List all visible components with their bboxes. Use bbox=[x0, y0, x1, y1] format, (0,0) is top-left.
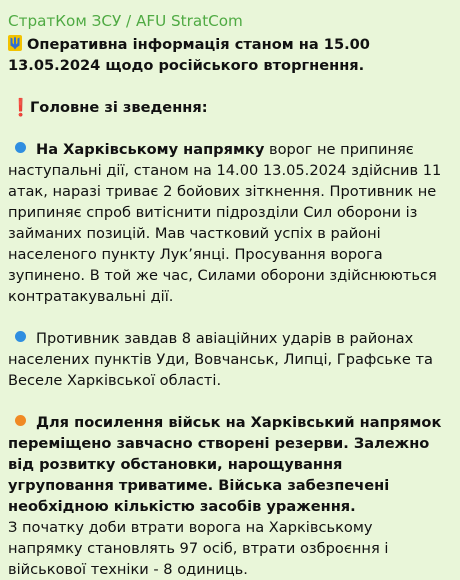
headline bbox=[8, 34, 450, 76]
summary-heading-text: Головне зі зведення: bbox=[30, 99, 208, 116]
paragraph-3-bold: Для посилення військ на Харківський напрямок переміщено завчасно створені резерви. Залежно від розвитку обстановки, нарощування угруповання триватиме. Війська забезпечені необхідною кількістю засобів ураження. bbox=[8, 414, 442, 515]
red-exclamation-icon: ❗ bbox=[10, 98, 32, 118]
paragraph-1-text: ворог не припиняє наступальні дії, станом на 14.00 13.05.2024 здійснив 11 атак, наразі триває 2 бойових зіткнення. Противник не припиняє спроб витіснити підрозділи Сил оборони із займаних позицій. Мав частковий успіх в районі населеного пункту Лук’янці. Просування ворога зупинено. В той же час, Силами оборони здійснюються контратакувальні дії. bbox=[8, 141, 442, 305]
paragraph-air-strikes bbox=[8, 328, 450, 391]
paragraph-2-text: Противник завдав 8 авіаційних ударів в районах населених пунктів Уди, Вовчанськ, Липці, Графське та Веселе Харківської області. bbox=[8, 330, 433, 389]
blue-circle-icon bbox=[15, 142, 26, 153]
summary-heading bbox=[8, 97, 450, 118]
channel-name-link[interactable]: СтратКом ЗСУ / AFU StratCom bbox=[8, 12, 243, 30]
blue-circle-icon bbox=[15, 331, 26, 342]
paragraph-1-bold: На Харківському напрямку bbox=[36, 141, 265, 158]
orange-circle-icon bbox=[15, 415, 26, 426]
paragraph-reserves bbox=[8, 412, 450, 580]
paragraph-3-text: З початку доби втрати ворога на Харківському напрямку становлять 97 осіб, втрати озброєння і військової техніки - 8 одиниць. bbox=[8, 519, 389, 578]
paragraph-kharkiv-direction bbox=[8, 139, 450, 307]
ukraine-trident-icon bbox=[8, 35, 22, 51]
headline-text: Оперативна інформація станом на 15.00 13.05.2024 щодо російського вторгнення. bbox=[8, 36, 370, 74]
